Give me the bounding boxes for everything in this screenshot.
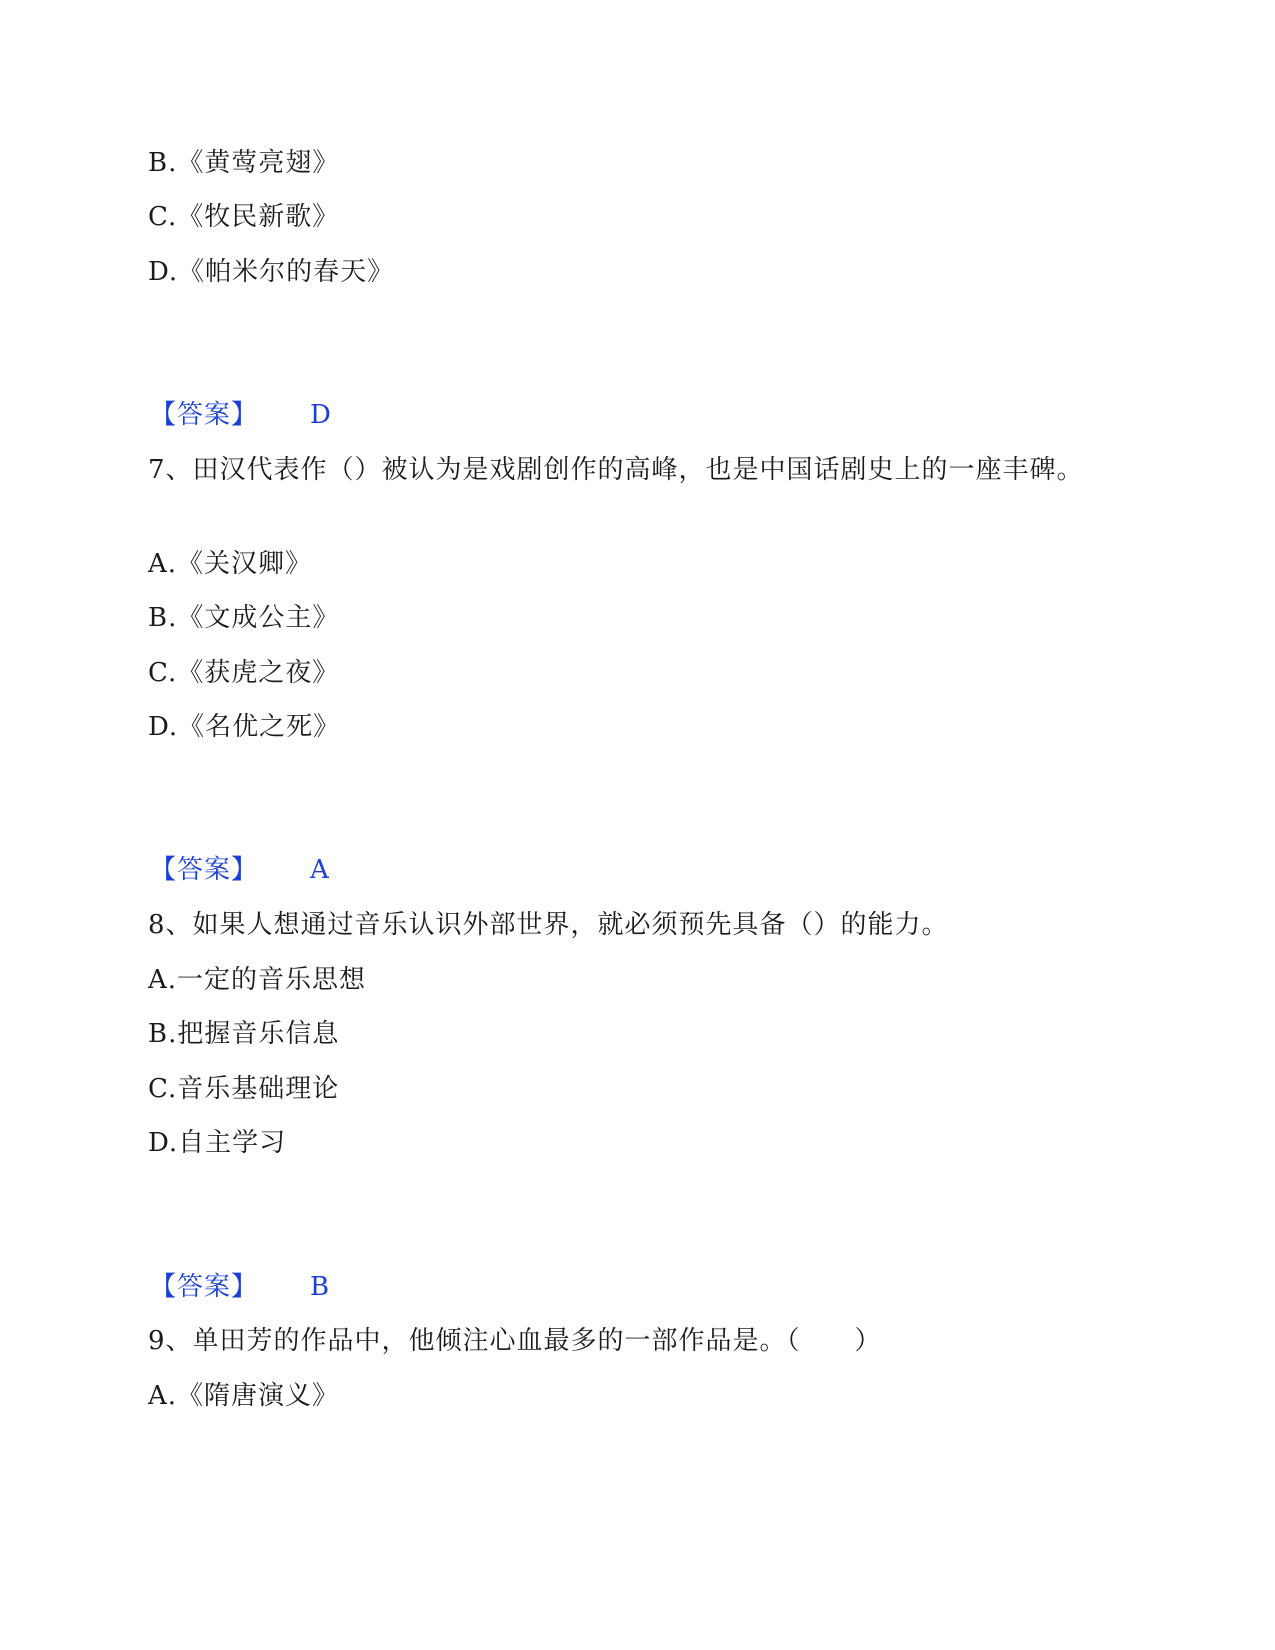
q7-answer-label: 【答案】 [150,855,259,885]
q6-answer-label: 【答案】 [150,400,259,430]
q7-option-c: C.《获虎之夜》 [148,658,340,688]
q6-option-d: D.《帕米尔的春天》 [148,257,395,287]
q9-option-a: A.《隋唐演义》 [148,1381,340,1411]
q6-option-c: C.《牧民新歌》 [148,202,340,232]
q8-stem: 8、如果人想通过音乐认识外部世界，就必须预先具备（）的能力。 [148,910,949,940]
q6-option-b: B.《黄莺亮翅》 [148,148,340,178]
q7-answer [150,853,329,887]
q7-option-a: A.《关汉卿》 [148,549,313,579]
q8-answer-label: 【答案】 [150,1272,259,1302]
q6-answer [150,398,331,432]
q7-answer-value: A [310,855,329,885]
q8-answer-value: B [310,1272,330,1302]
q9-stem: 9、单田芳的作品中，他倾注心血最多的一部作品是。（ ） [148,1326,882,1356]
q6-answer-value: D [310,400,331,430]
q8-option-c: C.音乐基础理论 [148,1074,340,1104]
q8-answer [150,1270,329,1304]
q7-option-d: D.《名优之死》 [148,712,341,742]
q8-option-b: B.把握音乐信息 [148,1019,340,1049]
q7-stem: 7、田汉代表作（）被认为是戏剧创作的高峰，也是中国话剧史上的一座丰碑。 [148,455,1084,485]
q8-option-d: D.自主学习 [148,1128,287,1158]
q8-option-a: A.一定的音乐思想 [148,965,367,995]
q7-option-b: B.《文成公主》 [148,603,340,633]
